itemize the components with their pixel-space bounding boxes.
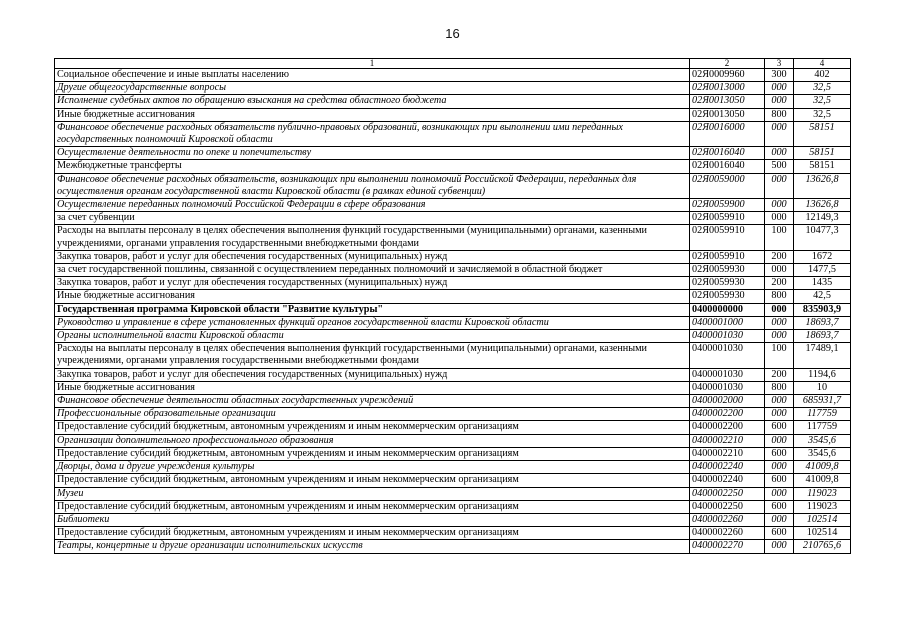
row-amount-cell: 41009,8 (794, 474, 851, 487)
table-row (55, 264, 851, 277)
row-amount-cell: 10 (794, 381, 851, 394)
row-code-cell: 0400002240 (690, 461, 765, 474)
row-name-cell: Закупка товаров, работ и услуг для обеспечения государственных (муниципальных) нужд (55, 368, 690, 381)
table-row (55, 513, 851, 526)
table-row (55, 147, 851, 160)
row-type-cell: 000 (765, 303, 794, 316)
table-row (55, 487, 851, 500)
row-code-cell: 02Я0013000 (690, 82, 765, 95)
row-name-cell: Финансовое обеспечение расходных обязательств, возникающих при выполнении полномочий Российской Федерации, переданных для осуществления органам государственной власти Кировской области (в рамках единой субвенции) (55, 173, 690, 198)
row-amount-cell: 58151 (794, 160, 851, 173)
table-row (55, 540, 851, 553)
table-row (55, 108, 851, 121)
row-type-cell: 200 (765, 277, 794, 290)
row-type-cell: 000 (765, 147, 794, 160)
row-name-cell: Театры, концертные и другие организации исполнительских искусств (55, 540, 690, 553)
row-code-cell: 02Я0009960 (690, 69, 765, 82)
row-name-cell: Закупка товаров, работ и услуг для обеспечения государственных (муниципальных) нужд (55, 250, 690, 263)
table-row (55, 381, 851, 394)
row-type-cell: 000 (765, 264, 794, 277)
row-code-cell: 02Я0059930 (690, 290, 765, 303)
row-amount-cell: 117759 (794, 408, 851, 421)
table-row (55, 277, 851, 290)
row-type-cell: 800 (765, 381, 794, 394)
row-type-cell: 000 (765, 199, 794, 212)
budget-table (54, 58, 851, 554)
row-name-cell: за счет субвенции (55, 212, 690, 225)
row-type-cell: 000 (765, 82, 794, 95)
page-number: 16 (445, 26, 460, 41)
row-code-cell: 0400002200 (690, 408, 765, 421)
row-amount-cell: 1194,6 (794, 368, 851, 381)
row-code-cell: 0400000000 (690, 303, 765, 316)
table-row (55, 212, 851, 225)
table-row (55, 421, 851, 434)
row-name-cell: Осуществление переданных полномочий Российской Федерации в сфере образования (55, 199, 690, 212)
table-row (55, 527, 851, 540)
table-row (55, 368, 851, 381)
row-code-cell: 0400002270 (690, 540, 765, 553)
row-code-cell: 0400001030 (690, 343, 765, 368)
budget-table-body (55, 59, 851, 554)
row-name-cell: за счет государственной пошлины, связанной с осуществлением переданных полномочий и зачисляемой в областной бюджет (55, 264, 690, 277)
row-amount-cell: 1672 (794, 250, 851, 263)
row-name-cell: Другие общегосударственные вопросы (55, 82, 690, 95)
row-amount-cell: 58151 (794, 121, 851, 146)
row-type-cell: 600 (765, 421, 794, 434)
row-name-cell: Музеи (55, 487, 690, 500)
row-name-cell: Иные бюджетные ассигнования (55, 381, 690, 394)
row-name-cell: Расходы на выплаты персоналу в целях обеспечения выполнения функций государственными (муниципальными) органами, казенными учреждениями, органами управления государственными внебюджетными фондами (55, 225, 690, 250)
row-name-cell: Социальное обеспечение и иные выплаты населению (55, 69, 690, 82)
table-row (55, 121, 851, 146)
table-row (55, 474, 851, 487)
table-row (55, 69, 851, 82)
row-code-cell: 02Я0016040 (690, 147, 765, 160)
row-code-cell: 02Я0016040 (690, 160, 765, 173)
row-amount-cell: 32,5 (794, 95, 851, 108)
row-type-cell: 000 (765, 540, 794, 553)
row-amount-cell: 102514 (794, 513, 851, 526)
row-type-cell: 000 (765, 212, 794, 225)
row-type-cell: 000 (765, 513, 794, 526)
row-amount-cell: 685931,7 (794, 395, 851, 408)
row-name-cell: Закупка товаров, работ и услуг для обеспечения государственных (муниципальных) нужд (55, 277, 690, 290)
row-amount-cell: 1477,5 (794, 264, 851, 277)
row-code-cell: 02Я0059000 (690, 173, 765, 198)
table-row (55, 447, 851, 460)
row-type-cell: 300 (765, 69, 794, 82)
table-row (55, 95, 851, 108)
row-amount-cell: 402 (794, 69, 851, 82)
table-row (55, 500, 851, 513)
row-amount-cell: 3545,6 (794, 434, 851, 447)
header-col-2: 2 (690, 59, 765, 69)
header-col-3: 3 (765, 59, 794, 69)
table-row (55, 408, 851, 421)
row-name-cell: Организации дополнительного профессионального образования (55, 434, 690, 447)
row-code-cell: 02Я0016000 (690, 121, 765, 146)
row-name-cell: Осуществление деятельности по опеке и попечительству (55, 147, 690, 160)
row-code-cell: 0400002210 (690, 447, 765, 460)
row-code-cell: 02Я0059930 (690, 264, 765, 277)
row-name-cell: Предоставление субсидий бюджетным, автономным учреждениям и иным некоммерческим организациям (55, 447, 690, 460)
row-code-cell: 02Я0059930 (690, 277, 765, 290)
row-name-cell: Руководство и управление в сфере установленных функций органов государственной власти Кировской области (55, 316, 690, 329)
row-code-cell: 02Я0013050 (690, 108, 765, 121)
row-name-cell: Предоставление субсидий бюджетным, автономным учреждениям и иным некоммерческим организациям (55, 421, 690, 434)
row-code-cell: 0400002260 (690, 527, 765, 540)
row-code-cell: 0400002200 (690, 421, 765, 434)
row-type-cell: 000 (765, 408, 794, 421)
row-amount-cell: 18693,7 (794, 316, 851, 329)
table-row (55, 316, 851, 329)
row-amount-cell: 102514 (794, 527, 851, 540)
row-amount-cell: 119023 (794, 487, 851, 500)
row-code-cell: 0400001030 (690, 381, 765, 394)
row-amount-cell: 58151 (794, 147, 851, 160)
row-code-cell: 0400002240 (690, 474, 765, 487)
row-type-cell: 200 (765, 368, 794, 381)
row-type-cell: 000 (765, 330, 794, 343)
row-name-cell: Финансовое обеспечение деятельности областных государственных учреждений (55, 395, 690, 408)
row-code-cell: 02Я0059910 (690, 225, 765, 250)
row-type-cell: 000 (765, 173, 794, 198)
row-code-cell: 0400002250 (690, 487, 765, 500)
row-type-cell: 000 (765, 487, 794, 500)
table-row (55, 330, 851, 343)
row-type-cell: 000 (765, 395, 794, 408)
row-name-cell: Предоставление субсидий бюджетным, автономным учреждениям и иным некоммерческим организациям (55, 527, 690, 540)
row-name-cell: Исполнение судебных актов по обращению взыскания на средства областного бюджета (55, 95, 690, 108)
table-row (55, 343, 851, 368)
row-code-cell: 02Я0013050 (690, 95, 765, 108)
row-amount-cell: 119023 (794, 500, 851, 513)
row-type-cell: 200 (765, 250, 794, 263)
row-name-cell: Расходы на выплаты персоналу в целях обеспечения выполнения функций государственными (муниципальными) органами, казенными учреждениями, органами управления государственными внебюджетными фондами (55, 343, 690, 368)
row-code-cell: 0400002250 (690, 500, 765, 513)
row-amount-cell: 117759 (794, 421, 851, 434)
row-amount-cell: 18693,7 (794, 330, 851, 343)
table-row (55, 461, 851, 474)
row-amount-cell: 835903,9 (794, 303, 851, 316)
row-amount-cell: 42,5 (794, 290, 851, 303)
row-type-cell: 000 (765, 461, 794, 474)
row-code-cell: 02Я0059900 (690, 199, 765, 212)
row-name-cell: Финансовое обеспечение расходных обязательств публично-правовых образований, возникающих при выполнении ими переданных государственных полномочий Кировской области (55, 121, 690, 146)
row-name-cell: Дворцы, дома и другие учреждения культуры (55, 461, 690, 474)
table-row (55, 160, 851, 173)
table-row (55, 290, 851, 303)
row-code-cell: 0400001030 (690, 368, 765, 381)
row-amount-cell: 210765,6 (794, 540, 851, 553)
row-type-cell: 000 (765, 95, 794, 108)
row-code-cell: 0400001000 (690, 316, 765, 329)
row-amount-cell: 32,5 (794, 108, 851, 121)
table-header-row (55, 59, 851, 69)
row-code-cell: 0400002260 (690, 513, 765, 526)
row-type-cell: 000 (765, 121, 794, 146)
table-row (55, 82, 851, 95)
row-amount-cell: 32,5 (794, 82, 851, 95)
row-type-cell: 000 (765, 434, 794, 447)
row-type-cell: 000 (765, 316, 794, 329)
row-name-cell: Иные бюджетные ассигнования (55, 108, 690, 121)
row-amount-cell: 13626,8 (794, 199, 851, 212)
row-name-cell: Предоставление субсидий бюджетным, автономным учреждениям и иным некоммерческим организациям (55, 500, 690, 513)
row-code-cell: 02Я0059910 (690, 250, 765, 263)
table-row (55, 395, 851, 408)
row-amount-cell: 17489,1 (794, 343, 851, 368)
table-row (55, 250, 851, 263)
row-type-cell: 800 (765, 290, 794, 303)
table-row (55, 225, 851, 250)
row-code-cell: 0400002000 (690, 395, 765, 408)
table-row (55, 173, 851, 198)
row-type-cell: 600 (765, 474, 794, 487)
table-row (55, 303, 851, 316)
row-amount-cell: 12149,3 (794, 212, 851, 225)
row-type-cell: 600 (765, 500, 794, 513)
row-name-cell: Иные бюджетные ассигнования (55, 290, 690, 303)
row-name-cell: Межбюджетные трансферты (55, 160, 690, 173)
row-code-cell: 0400001030 (690, 330, 765, 343)
row-amount-cell: 13626,8 (794, 173, 851, 198)
row-amount-cell: 1435 (794, 277, 851, 290)
row-amount-cell: 41009,8 (794, 461, 851, 474)
row-type-cell: 500 (765, 160, 794, 173)
header-col-1: 1 (55, 59, 690, 69)
row-name-cell: Органы исполнительной власти Кировской области (55, 330, 690, 343)
row-name-cell: Библиотеки (55, 513, 690, 526)
row-amount-cell: 10477,3 (794, 225, 851, 250)
row-name-cell: Предоставление субсидий бюджетным, автономным учреждениям и иным некоммерческим организациям (55, 474, 690, 487)
header-col-4: 4 (794, 59, 851, 69)
row-code-cell: 02Я0059910 (690, 212, 765, 225)
table-row (55, 199, 851, 212)
row-type-cell: 800 (765, 108, 794, 121)
row-amount-cell: 3545,6 (794, 447, 851, 460)
row-type-cell: 600 (765, 527, 794, 540)
row-name-cell: Профессиональные образовательные организации (55, 408, 690, 421)
row-name-cell: Государственная программа Кировской области "Развитие культуры" (55, 303, 690, 316)
table-row (55, 434, 851, 447)
row-type-cell: 600 (765, 447, 794, 460)
row-type-cell: 100 (765, 343, 794, 368)
row-code-cell: 0400002210 (690, 434, 765, 447)
row-type-cell: 100 (765, 225, 794, 250)
